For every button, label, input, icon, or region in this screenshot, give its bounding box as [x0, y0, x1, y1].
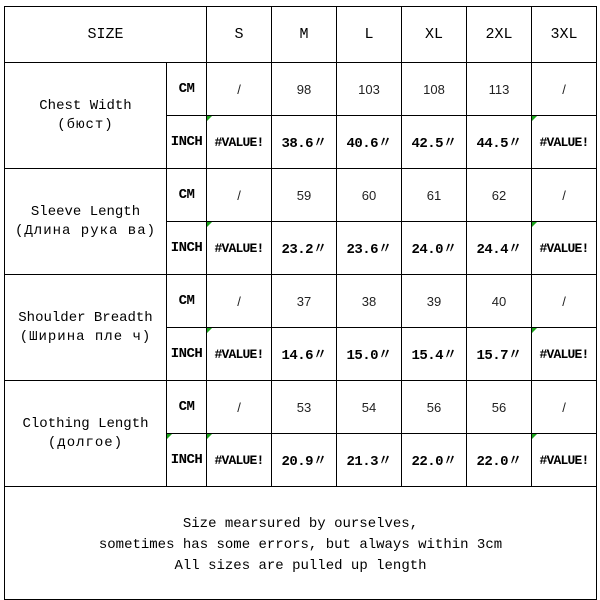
note-line: All sizes are pulled up length — [174, 557, 427, 574]
measure-name-en: Clothing Length — [22, 415, 149, 432]
inch-value: 23.6〃 — [337, 222, 402, 275]
header-row — [5, 7, 597, 63]
unit-inch: INCH — [167, 116, 207, 169]
inch-value: 21.3〃 — [337, 434, 402, 487]
size-header-3xl: 3XL — [532, 7, 597, 63]
unit-inch: INCH — [167, 222, 207, 275]
cm-value: / — [532, 275, 597, 328]
cm-value: 60 — [337, 169, 402, 222]
cm-value: / — [207, 63, 272, 116]
inch-value: #VALUE! — [207, 328, 272, 381]
cm-value: 113 — [467, 63, 532, 116]
unit-cm: CM — [167, 275, 207, 328]
cm-value: 56 — [467, 381, 532, 434]
measure-name-en: Sleeve Length — [30, 203, 141, 220]
inch-value: #VALUE! — [532, 328, 597, 381]
cm-value: 56 — [402, 381, 467, 434]
note-line: Size mearsured by ourselves, — [182, 515, 419, 532]
inch-value: 14.6〃 — [272, 328, 337, 381]
measure-label-sleeve — [5, 169, 167, 275]
cm-value: 62 — [467, 169, 532, 222]
cm-value: 40 — [467, 275, 532, 328]
inch-value: #VALUE! — [207, 434, 272, 487]
table-row — [5, 63, 597, 116]
cm-value: / — [207, 169, 272, 222]
measure-name-ru: (долгое) — [47, 434, 124, 451]
inch-value: 24.4〃 — [467, 222, 532, 275]
inch-value: 40.6〃 — [337, 116, 402, 169]
inch-value: #VALUE! — [532, 222, 597, 275]
measure-name-ru: (бюст) — [57, 116, 114, 133]
size-note — [5, 487, 597, 600]
note-line: sometimes has some errors, but always within 3cm — [98, 536, 503, 553]
inch-value: 38.6〃 — [272, 116, 337, 169]
inch-value: #VALUE! — [532, 434, 597, 487]
cm-value: / — [207, 275, 272, 328]
inch-value: 15.7〃 — [467, 328, 532, 381]
size-table — [4, 6, 597, 600]
cm-value: 108 — [402, 63, 467, 116]
cm-value: 54 — [337, 381, 402, 434]
size-header-label: SIZE — [5, 7, 207, 63]
measure-name-en: Shoulder Breadth — [18, 309, 153, 326]
measure-name-en: Chest Width — [39, 97, 132, 114]
cm-value: / — [532, 63, 597, 116]
cm-value: / — [207, 381, 272, 434]
measure-label-shoulder — [5, 275, 167, 381]
inch-value: 22.0〃 — [467, 434, 532, 487]
unit-cm: CM — [167, 63, 207, 116]
inch-value: 24.0〃 — [402, 222, 467, 275]
size-header-m: M — [272, 7, 337, 63]
measure-name-ru: (Длина рука ва) — [14, 222, 157, 239]
table-row — [5, 381, 597, 434]
inch-value: 15.0〃 — [337, 328, 402, 381]
unit-inch: INCH — [167, 328, 207, 381]
measure-name-ru: (Ширина пле ч) — [19, 328, 152, 345]
cm-value: / — [532, 381, 597, 434]
measure-label-clothing — [5, 381, 167, 487]
unit-inch: INCH — [167, 434, 207, 487]
inch-value: 15.4〃 — [402, 328, 467, 381]
cm-value: / — [532, 169, 597, 222]
size-header-xl: XL — [402, 7, 467, 63]
unit-cm: CM — [167, 169, 207, 222]
size-chart — [4, 6, 596, 596]
inch-value: #VALUE! — [207, 116, 272, 169]
cm-value: 37 — [272, 275, 337, 328]
cm-value: 98 — [272, 63, 337, 116]
inch-value: #VALUE! — [532, 116, 597, 169]
cm-value: 53 — [272, 381, 337, 434]
size-header-s: S — [207, 7, 272, 63]
size-header-l: L — [337, 7, 402, 63]
inch-value: 20.9〃 — [272, 434, 337, 487]
cm-value: 59 — [272, 169, 337, 222]
cm-value: 61 — [402, 169, 467, 222]
inch-value: 23.2〃 — [272, 222, 337, 275]
cm-value: 38 — [337, 275, 402, 328]
unit-cm: CM — [167, 381, 207, 434]
note-row — [5, 487, 597, 600]
inch-value: 42.5〃 — [402, 116, 467, 169]
measure-label-chest — [5, 63, 167, 169]
table-row — [5, 275, 597, 328]
size-header-2xl: 2XL — [467, 7, 532, 63]
inch-value: #VALUE! — [207, 222, 272, 275]
inch-value: 44.5〃 — [467, 116, 532, 169]
cm-value: 103 — [337, 63, 402, 116]
cm-value: 39 — [402, 275, 467, 328]
table-row — [5, 169, 597, 222]
inch-value: 22.0〃 — [402, 434, 467, 487]
